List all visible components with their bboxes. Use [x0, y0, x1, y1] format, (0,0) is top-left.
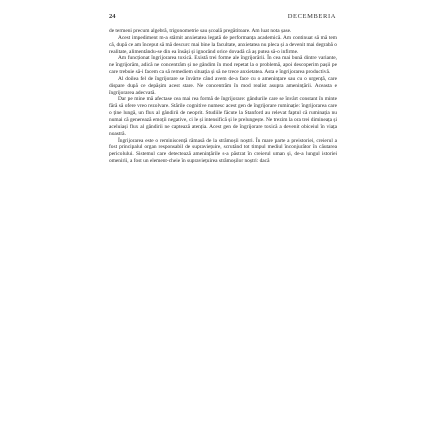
paragraph: Al doilea fel de îngrijorare se învârte când avem de-a face cu o amenințare sau cu o urgență, care dispare după ce depășim acest stare. Ne concentrăm în mod realist asupra amenințării. Aceasta e îngrijorarea adecvată.: [109, 75, 337, 96]
paragraph: Îngrijorarea este o reminiscență rămasă de la strămoșii noștri. În mare parte a preistoriei, creierul a fost principalul organ responsabil de supraviețuire, scrutând tot timpul mediul înconjurător în căutarea pericolului. Sistemul care detectează amenințările s-a păstrat în creierul uman și, de-a lungul istoriei omenirii, a fost un element-cheie în supraviețuirea strămoșilor noștri: dacă: [109, 137, 337, 165]
page-number: 24: [109, 13, 116, 20]
paragraph: Am funcționat îngrijorarea toxică. Există trei forme ale îngrijorării. În cea mai bună dintre variante, ne îngrijorăm, adică ne concentrăm și ne gândim în mod repetat la o problemă, apoi descoperim pașii pe care trebuie să-i facem ca să remediem situația și să ne trece anxietatea. Asta e îngrijorarea productivă.: [109, 55, 337, 76]
paragraph: Dar pe mine mă afectase cea mai rea formă de îngrijorare: gândurile care se învârt constant în minte fără să ofere vreo rezolvare. Stările cognitive numesc acest gen de îngrijorare ruminație: îngrijorarea care o ține lungă, un flux al gândirii de neoprit. Studiile făcute la Stanford au relevat faptul că ruminația nu numai că generează emoții negative, ci le și intensifică și le prelungește. Ne trezim la ora trei dimineața și aceluiași flux al gândirii ne captează atenția. Acest gen de îngrijorare toxică a devenit obiceiul în viața noastră.: [109, 96, 337, 137]
body-text: [109, 28, 337, 430]
paragraph: de termeni precum algebră, trigonometrie sau școală pregătitoare. Am luat nota șase.: [109, 28, 292, 34]
paragraph: Acest impediment m-a stârnit anxietatea legată de performanța academică. Am continuat să mă tem că, după ce am început să mă descurc mai bine la facultate, anxietatea nu pleca și a devenit mai degrabă o realitate, alimentându-se din ea însăși și ignorând orice dovadă că aș putea să-o infirme.: [109, 34, 337, 55]
running-head: DECEMBERIA: [287, 13, 336, 20]
page-header: [109, 13, 336, 25]
